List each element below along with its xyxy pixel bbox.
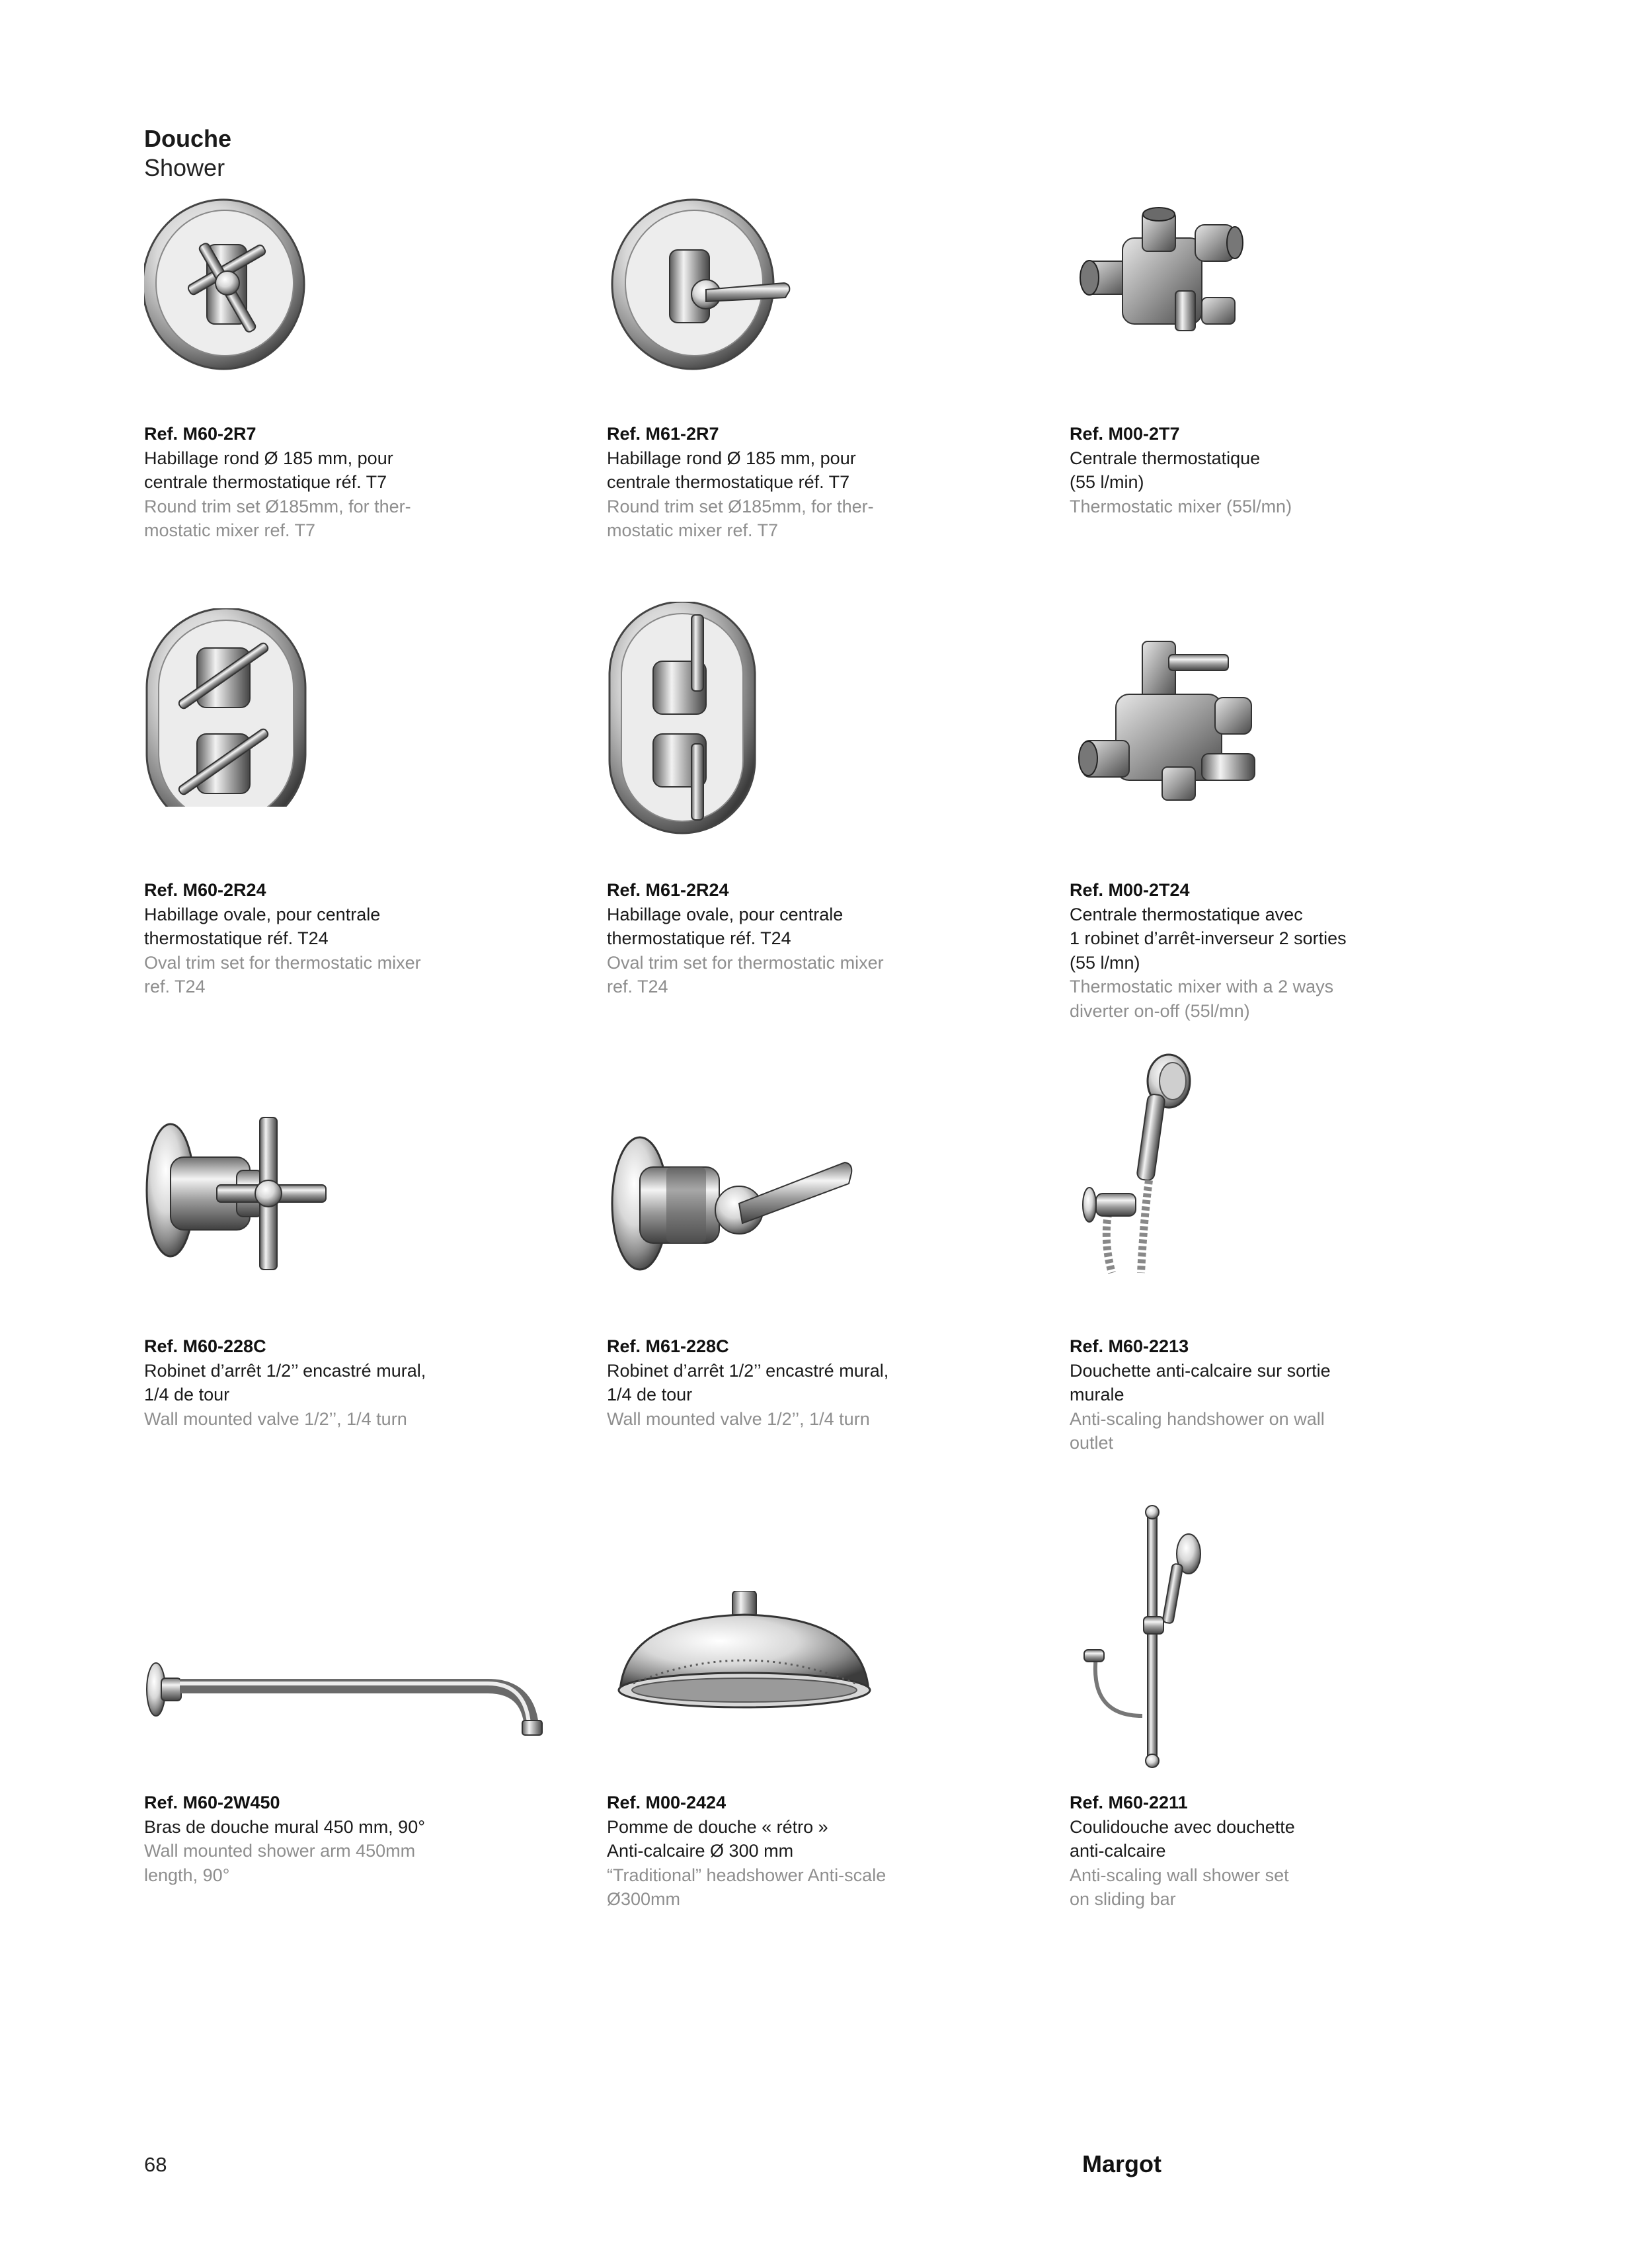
product-ref: Ref. M61-2R24 [607,880,729,900]
description-french: Habillage rond Ø 185 mm, pour centrale thermostatique réf. T7 [144,448,393,492]
description-french: Centrale thermostatique (55 l/min) [1070,448,1261,492]
product-ref: Ref. M60-2R7 [144,424,256,444]
description-english: “Traditional” headshower Anti-scale Ø300mm [607,1865,886,1909]
product-ref: Ref. M60-2W450 [144,1793,280,1812]
description-english: Thermostatic mixer with a 2 ways diverter on-off (55l/mn) [1070,977,1334,1021]
headshower-image [607,1567,1030,1779]
description-french: Coulidouche avec douchette anti-calcaire [1070,1816,1295,1861]
description-english: Wall mounted shower arm 450mm length, 90° [144,1841,416,1885]
product-ref: Ref. M60-2213 [1070,1336,1189,1356]
product-ref: Ref. M60-228C [144,1336,266,1356]
sliding-bar-set-image [1070,1567,1493,1779]
description-english: Wall mounted valve 1/2’’, 1/4 turn [144,1408,407,1429]
product-ref: Ref. M61-2R7 [607,424,719,444]
wall-valve-lever-image [607,1111,1030,1322]
shower-arm-image [144,1567,567,1779]
description-french: Robinet d’arrêt 1/2’’ encastré mural, 1/4 de tour [607,1360,889,1404]
description-english: Oval trim set for thermostatic mixer ref. T24 [607,952,884,996]
round-trim-lever-handle-image [607,198,1030,410]
product-ref: Ref. M61-228C [607,1336,729,1356]
product-ref: Ref. M60-2211 [1070,1793,1188,1812]
description-english: Oval trim set for thermostatic mixer ref. T24 [144,952,421,996]
product-ref: Ref. M00-2424 [607,1793,727,1812]
description-english: Wall mounted valve 1/2’’, 1/4 turn [607,1408,870,1429]
oval-trim-cross-handles-image [144,655,567,866]
description-french: Centrale thermostatique avec 1 robinet d’arrêt-inverseur 2 sorties (55 l/mn) [1070,904,1347,973]
product-ref: Ref. M00-2T7 [1070,424,1180,444]
brand-name: Margot [1082,2150,1161,2177]
description-french: Pomme de douche « rétro » Anti-calcaire Ø 300 mm [607,1816,828,1861]
description-french: Robinet d’arrêt 1/2’’ encastré mural, 1/4 de tour [144,1360,426,1404]
oval-trim-lever-handles-image [607,655,1030,866]
handshower-wall-outlet-image [1070,1111,1493,1322]
section-heading [144,124,231,182]
description-french: Habillage ovale, pour centrale thermostatique réf. T24 [144,904,381,948]
wall-valve-cross-image [144,1111,567,1322]
round-trim-cross-handle-image [144,198,567,410]
description-french: Douchette anti-calcaire sur sortie murale [1070,1360,1331,1404]
product-ref: Ref. M60-2R24 [144,880,266,900]
description-english: Thermostatic mixer (55l/mn) [1070,496,1292,516]
description-french: Habillage ovale, pour centrale thermostatique réf. T24 [607,904,844,948]
description-english: Round trim set Ø185mm, for ther- mostatic mixer ref. T7 [607,496,874,540]
page-number: 68 [144,2153,167,2176]
description-english: Anti-scaling handshower on wall outlet [1070,1408,1325,1453]
description-french: Habillage rond Ø 185 mm, pour centrale thermostatique réf. T7 [607,448,856,492]
description-english: Anti-scaling wall shower set on sliding bar [1070,1865,1289,1909]
description-english: Round trim set Ø185mm, for ther- mostatic mixer ref. T7 [144,496,411,540]
product-ref: Ref. M00-2T24 [1070,880,1190,900]
description-french: Bras de douche mural 450 mm, 90° [144,1816,426,1837]
heading-french: Douche [144,125,232,152]
heading-english: Shower [144,154,225,181]
thermostatic-body-image [1070,198,1493,410]
thermostatic-body-diverter-image [1070,655,1493,866]
